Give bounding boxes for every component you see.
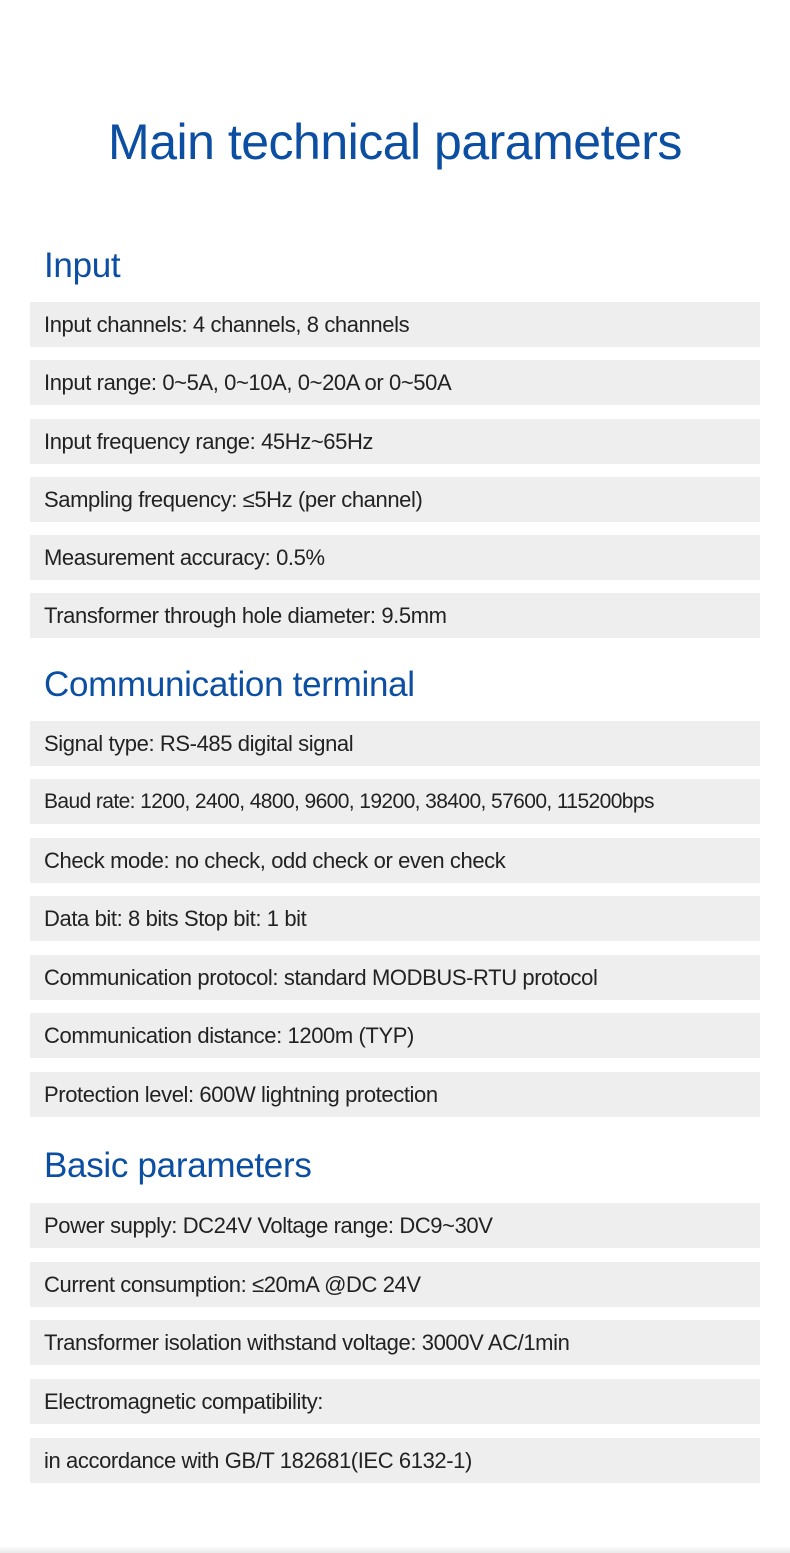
param-text: Input channels: 4 channels, 8 channels [44, 312, 410, 337]
param-row [30, 535, 760, 580]
param-row [30, 1320, 760, 1365]
param-text: Protection level: 600W lightning protection [44, 1082, 438, 1107]
param-text: in accordance with GB/T 182681(IEC 6132-1) [44, 1448, 472, 1473]
param-text: Transformer through hole diameter: 9.5mm [44, 603, 447, 628]
bottom-divider [0, 1546, 790, 1553]
param-row [30, 838, 760, 883]
param-row [30, 1013, 760, 1058]
section-heading-basic: Basic parameters [44, 1146, 312, 1185]
param-row [30, 1072, 760, 1117]
section-heading-input: Input [44, 246, 121, 285]
param-text: Communication distance: 1200m (TYP) [44, 1023, 414, 1048]
param-row [30, 477, 760, 522]
param-row [30, 721, 760, 766]
param-text: Input frequency range: 45Hz~65Hz [44, 429, 374, 454]
param-text: Input range: 0~5A, 0~10A, 0~20A or 0~50A [44, 370, 452, 395]
page-title: Main technical parameters [108, 114, 682, 170]
param-text: Sampling frequency: ≤5Hz (per channel) [44, 487, 423, 512]
param-text: Signal type: RS-485 digital signal [44, 731, 354, 756]
param-text: Baud rate: 1200, 2400, 4800, 9600, 19200, 38400, 57600, 115200bps [44, 790, 654, 813]
param-text: Measurement accuracy: 0.5% [44, 545, 325, 570]
param-row [30, 419, 760, 464]
param-row [30, 1438, 760, 1483]
param-text: Current consumption: ≤20mA @DC 24V [44, 1272, 421, 1297]
param-row [30, 1379, 760, 1424]
param-row [30, 955, 760, 1000]
param-row [30, 779, 760, 824]
param-text: Transformer isolation withstand voltage: 3000V AC/1min [44, 1330, 570, 1355]
param-text: Check mode: no check, odd check or even check [44, 848, 506, 873]
param-row [30, 302, 760, 347]
param-row [30, 360, 760, 405]
param-row [30, 1203, 760, 1248]
param-text: Electromagnetic compatibility: [44, 1389, 324, 1414]
param-row [30, 896, 760, 941]
param-text: Power supply: DC24V Voltage range: DC9~30V [44, 1213, 493, 1238]
param-text: Communication protocol: standard MODBUS-RTU protocol [44, 965, 598, 990]
param-text: Data bit: 8 bits Stop bit: 1 bit [44, 906, 307, 931]
section-heading-communication: Communication terminal [44, 665, 415, 704]
param-row [30, 593, 760, 638]
param-row [30, 1262, 760, 1307]
